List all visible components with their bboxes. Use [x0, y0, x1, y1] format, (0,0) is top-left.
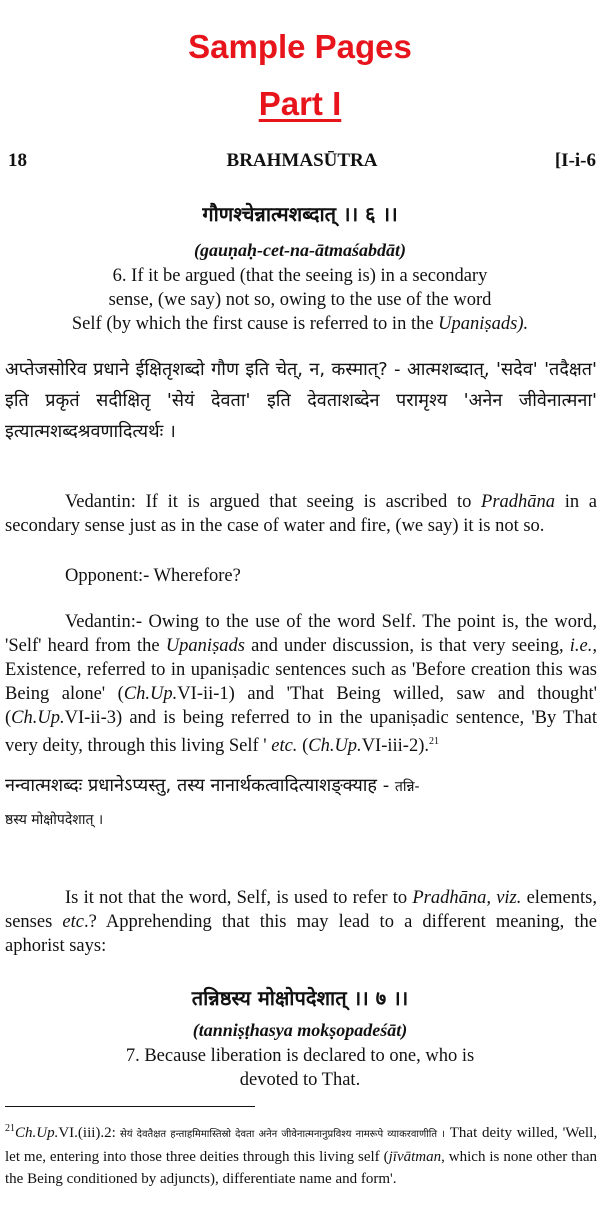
sutra-6-translation-line1: 6. If it be argued (that the seeing is) in a secondary — [112, 266, 488, 286]
v2-i: VI-ii-3) and is being referred to in the upaniṣadic sentence, 'By That very deity, through this living Self ' — [5, 708, 597, 757]
sutra-6-translation-line3 — [0, 312, 600, 336]
v2-l: Ch.Up. — [308, 736, 362, 757]
sutra-6-translation-line2: sense, (we say) not so, owing to the use of the word — [108, 290, 492, 310]
sutra-6-translation — [0, 264, 600, 336]
footnote-ref-italic: Ch.Up. — [15, 1125, 59, 1141]
line3-italic: Upaniṣads). — [438, 314, 529, 334]
v2-m: VI-iii-2). — [361, 736, 429, 757]
transition-sanskrit-main: नन्वात्मशब्दः प्रधानेऽप्यस्तु, तस्य नानार्थकत्वादित्याशङ्क्याह - — [5, 775, 395, 796]
vedantin1-italic: Pradhāna — [481, 492, 556, 512]
v2-g: VI-ii-1) and 'That Being willed, saw and thought' ( — [5, 684, 597, 728]
te-c: elements, senses — [5, 888, 597, 932]
transition-english — [5, 886, 597, 958]
sutra-6-transliteration: (gauṇaḥ-cet-na-ātmaśabdāt) — [193, 240, 406, 260]
transition-sanskrit-small-a: तन्नि- — [394, 779, 420, 795]
sutra-6-sanskrit: गौणश्चेन्नात्मशब्दात् ।। ६ ।। — [202, 202, 398, 226]
footnote-english-c: , which is none other than the Being conditioned by adjuncts), differentiate name and form'. — [5, 1149, 597, 1187]
sutra-7-sanskrit: तन्निष्ठस्य मोक्षोपदेशात् ।। ७ ।। — [191, 986, 409, 1010]
v2-b: Upaniṣads — [165, 636, 245, 656]
part-banner — [0, 85, 600, 123]
v2-j: etc. — [271, 736, 298, 757]
te-a: Is it not that the word, Self, is used to refer to — [65, 888, 413, 908]
book-title: BRAHMASŪTRA — [226, 150, 378, 171]
footnote-sanskrit: सेयं देवतैक्षत हन्ताहमिमास्तिस्रो देवता अनेन जीवेनात्मनानुप्रविश्य नामरूपे व्याकरवाणीति । — [115, 1129, 446, 1140]
vedantin-reply-1 — [5, 490, 597, 538]
footnote-number: 21 — [5, 1123, 15, 1134]
sutra-7-transliteration: (tanniṣṭhasya mokṣopadeśāt) — [192, 1020, 408, 1040]
sample-pages-banner: Sample Pages — [188, 28, 412, 65]
commentary-sanskrit: अप्तेजसोरिव प्रधाने ईक्षितृशब्दो गौण इति चेत्, न, कस्मात्? - आत्मशब्दात्, 'सदेव' 'तदैक्षत' इति प्रकृतं सदीक्षितृ 'सेयं देवता' इति देवताशब्देन परामृश्य 'अनेन जीवेनात्मना' इत्यात्मशब्दश्रवणादित्यर्थः । — [5, 359, 597, 442]
v2-c: and under discussion, is that very seeing, — [244, 636, 570, 656]
part-label: Part I — [258, 85, 342, 122]
v2-k: ( — [297, 736, 309, 757]
footnote-english-a: That deity willed, 'Well, let me, entering into those three deities through this living self ( — [5, 1125, 598, 1165]
vedantin1-text-post: in a secondary sense just as in the case of water and fire, (we say) it is not so. — [5, 492, 597, 536]
footnote-english-b: jīvātman — [388, 1149, 442, 1165]
footnote-marker[interactable]: 21 — [429, 736, 439, 747]
sutra-7-translation — [0, 1044, 600, 1092]
transition-sanskrit — [5, 770, 597, 836]
section-reference: [I-i-6 — [554, 150, 596, 171]
v2-e: Existence, referred to in upaniṣadic sentences such as 'Before creation this was Being alone' ( — [5, 660, 597, 704]
te-d: etc — [62, 912, 84, 932]
vedantin-reply-2 — [5, 610, 597, 758]
te-e: .? Apprehending that this may lead to a different meaning, the aphorist says: — [5, 912, 597, 956]
opponent-question: Opponent:- Wherefore? — [65, 566, 241, 586]
page-number: 18 — [8, 150, 27, 171]
transition-sanskrit-small-b: ष्ठस्य मोक्षोपदेशात् । — [5, 812, 104, 828]
v2-d: i.e., — [569, 636, 597, 656]
footnote-21 — [5, 1118, 597, 1190]
vedantin1-text: Vedantin: If it is argued that seeing is ascribed to — [65, 492, 482, 512]
te-b: Pradhāna, viz. — [412, 888, 522, 908]
v2-a: Vedantin:- Owing to the use of the word Self. The point is, the word, 'Self' heard from the — [5, 612, 597, 656]
footnote-ref: VI.(iii).2: — [58, 1125, 116, 1141]
sutra-7-translation-line1: 7. Because liberation is declared to one, who is — [125, 1046, 475, 1066]
footnote-divider — [5, 1106, 255, 1107]
sutra-7-translation-line2: devoted to That. — [239, 1070, 361, 1090]
v2-h: Ch.Up. — [11, 708, 65, 728]
v2-f: Ch.Up. — [123, 684, 178, 704]
line3-text: Self (by which the first cause is referred to in the — [71, 314, 439, 334]
